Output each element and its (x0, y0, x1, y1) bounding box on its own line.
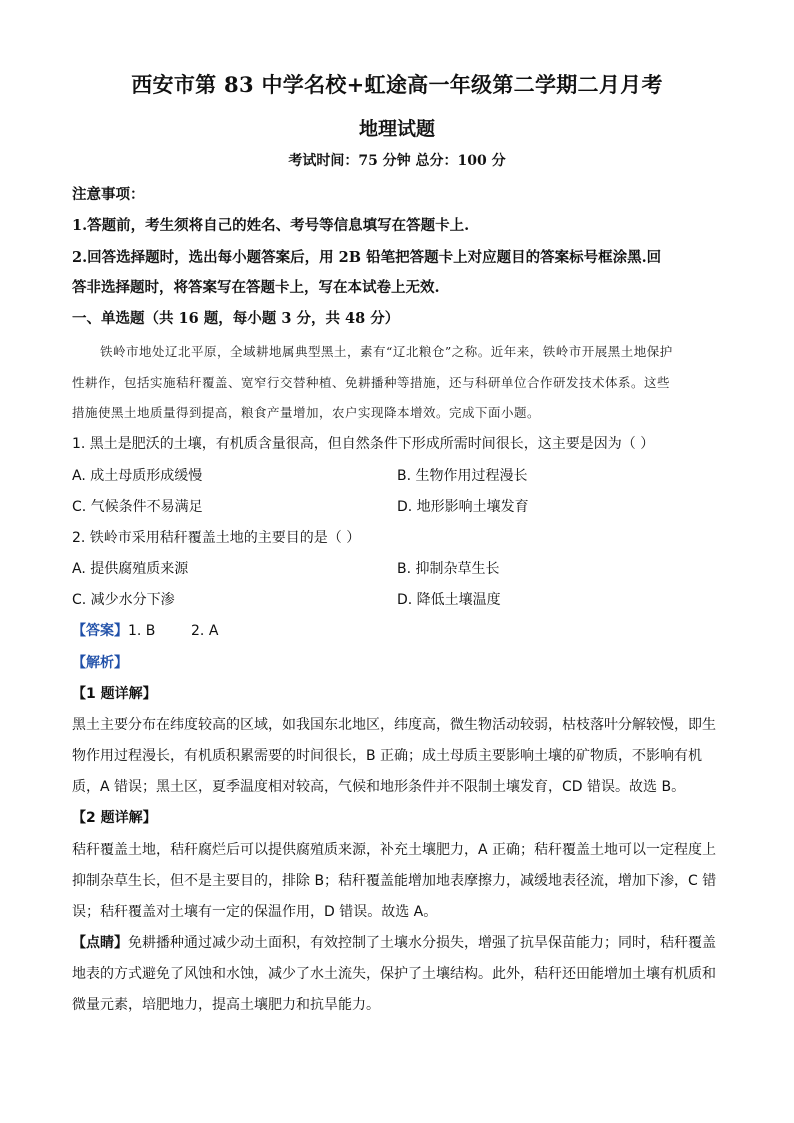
q2-option-a: A. 提供腐殖质来源 (72, 561, 189, 577)
tip-line-3: 微量元素，培肥地力，提高土壤肥力和抗旱能力。 (72, 997, 380, 1013)
detail-2-line-2: 抑制杂草生长，但不是主要目的，排除 B；秸秆覆盖能增加地表摩擦力，减缓地表径流，增加下渗，C 错 (72, 873, 717, 889)
question-1-stem: 1. 黑土是肥沃的土壤，有机质含量很高，但自然条件下形成所需时间很长，这主要是因为（ ） (72, 436, 655, 452)
detail-2-line-1: 秸秆覆盖土地，秸秆腐烂后可以提供腐殖质来源，补充土壤肥力，A 正确；秸秆覆盖土地可以一定程度上 (72, 842, 717, 858)
answer-label: 【答案】 (72, 623, 128, 639)
detail-1-line-1: 黑土主要分布在纬度较高的区域，如我国东北地区，纬度高，微生物活动较弱，枯枝落叶分解较慢，即生 (72, 717, 716, 733)
detail-1-line-2: 物作用过程漫长，有机质积累需要的时间很长，B 正确；成土母质主要影响土壤的矿物质，不影响有机 (72, 748, 703, 764)
tip-row (72, 932, 722, 952)
question-2-stem: 2. 铁岭市采用秸秆覆盖土地的主要目的是（ ） (72, 530, 361, 546)
passage-line-1: 铁岭市地处辽北平原，全域耕地属典型黑土，素有“辽北粮仓”之称。近年来，铁岭市开展黑土地保护 (100, 344, 673, 359)
exam-meta: 考试时间：75 分钟 总分：100 分 (288, 153, 506, 169)
q1-option-a: A. 成土母质形成缓慢 (72, 468, 203, 484)
detail-2-label: 【2 题详解】 (72, 810, 157, 826)
q2-option-b: B. 抑制杂草生长 (397, 561, 500, 577)
tip-line-2: 地表的方式避免了风蚀和水蚀，减少了水土流失，保护了土壤结构。此外，秸秆还田能增加土壤有机质和 (72, 966, 716, 982)
q2-option-c: C. 减少水分下渗 (72, 592, 175, 608)
q2-option-d: D. 降低土壤温度 (397, 592, 501, 608)
detail-1-line-3: 质，A 错误；黑土区，夏季温度相对较高，气候和地形条件并不限制土壤发育，CD 错误。故选 B。 (72, 779, 686, 795)
notice-item-2-line-2: 答非选择题时，将答案写在答题卡上，写在本试卷上无效. (72, 279, 440, 296)
q1-option-b: B. 生物作用过程漫长 (397, 468, 528, 484)
exam-subtitle: 地理试题 (358, 118, 435, 140)
answer-text: 1. B 2. A (128, 623, 219, 639)
detail-2-line-3: 误；秸秆覆盖对土壤有一定的保温作用，D 错误。故选 A。 (72, 904, 438, 920)
passage-line-2: 性耕作，包括实施秸秆覆盖、宽窄行交替种植、免耕播种等措施，还与科研单位合作研发技术体系。这些 (72, 375, 671, 390)
detail-1-label: 【1 题详解】 (72, 686, 157, 702)
analysis-label: 【解析】 (72, 655, 128, 671)
section-heading: 一、单选题（共 16 题，每小题 3 分，共 48 分） (72, 310, 400, 327)
notice-heading: 注意事项： (72, 186, 145, 203)
q1-option-d: D. 地形影响土壤发育 (397, 499, 529, 515)
notice-item-1: 1.答题前，考生须将自己的姓名、考号等信息填写在答题卡上. (72, 217, 470, 234)
exam-title: 西安市第 83 中学名校+虹途高一年级第二学期二月月考 (131, 72, 663, 97)
passage-line-3: 措施使黑土地质量得到提高，粮食产量增加，农户实现降本增效。完成下面小题。 (72, 405, 541, 420)
q1-option-c: C. 气候条件不易满足 (72, 499, 203, 515)
tip-label: 【点睛】 (72, 935, 128, 951)
tip-line-1: 免耕播种通过减少动土面积，有效控制了土壤水分损失，增强了抗旱保苗能力；同时，秸秆覆盖 (128, 935, 716, 951)
answer-row (72, 620, 722, 640)
notice-item-2-line-1: 2.回答选择题时，选出每小题答案后，用 2B 铅笔把答题卡上对应题目的答案标号框涂黑.回 (72, 249, 662, 266)
